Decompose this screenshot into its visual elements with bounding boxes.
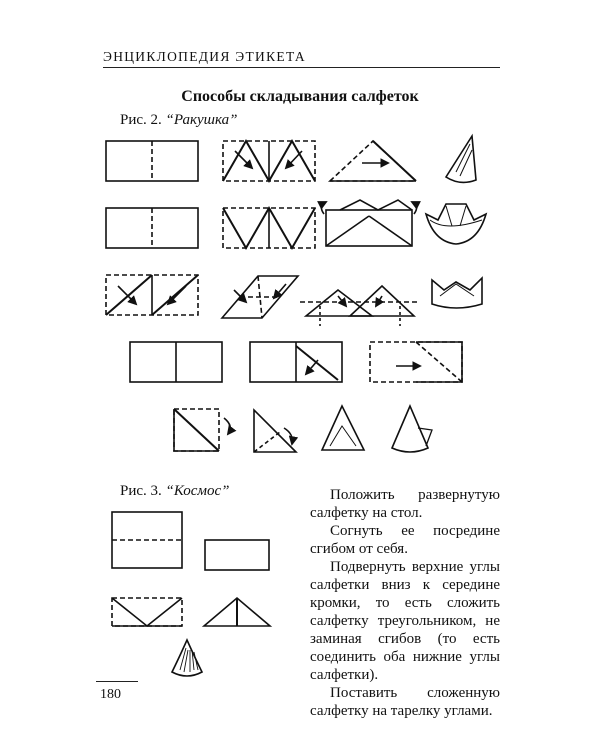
- shell-step-1-3: [330, 141, 416, 181]
- section-title: Способы складывания салфеток: [181, 88, 419, 105]
- shell-step-5-2: [254, 410, 296, 452]
- figure-3-name: “Космос”: [165, 483, 230, 499]
- figure-3-label: Рис. 3.: [120, 483, 162, 499]
- shell-step-1-1: [106, 141, 198, 181]
- footer-rule: [96, 681, 138, 682]
- shell-step-2-1: [106, 208, 198, 248]
- shell-step-3-2: [222, 276, 298, 318]
- folding-instructions: [310, 486, 500, 720]
- shell-step-5-4: [392, 406, 432, 452]
- figure-2-name: “Ракушка”: [165, 112, 238, 128]
- shell-step-1-4: [446, 136, 476, 182]
- cosmos-step-4: [204, 598, 270, 626]
- cosmos-step-1: [112, 512, 182, 568]
- shell-step-3-4: [432, 278, 482, 308]
- shell-step-3-1: [106, 275, 198, 315]
- instruction-step-1: Положить развернутую салфетку на стол.: [310, 487, 500, 521]
- shell-step-1-2: [223, 141, 315, 181]
- shell-step-4-3: [370, 342, 462, 382]
- cosmos-step-3: [112, 598, 182, 626]
- shell-step-5-3: [322, 406, 364, 450]
- cosmos-step-5: [172, 640, 202, 676]
- figure-2-label: Рис. 2.: [120, 112, 162, 128]
- instruction-step-2: Согнуть ее посредине сгибом от себя.: [310, 523, 500, 557]
- shell-step-4-1: [130, 342, 222, 382]
- shell-step-5-1: [174, 409, 230, 451]
- instruction-step-4: Поставить сложенную салфетку на тарелку углами.: [310, 685, 500, 719]
- shell-step-4-2: [250, 342, 342, 382]
- shell-step-2-2: [223, 208, 315, 248]
- cosmos-step-2: [205, 540, 269, 570]
- shell-step-2-3: [321, 200, 416, 246]
- instruction-step-3: Подвернуть верхние углы салфетки вниз к середине кромки, то есть сложить салфетку треугольником, не заминая сгибов (то есть соединить оба нижние углы салфетки).: [310, 559, 500, 683]
- running-header: ЭНЦИКЛОПЕДИЯ ЭТИКЕТА: [103, 49, 306, 64]
- shell-step-3-3: [300, 286, 420, 326]
- shell-step-2-4: [426, 204, 486, 244]
- page-number: 180: [100, 687, 121, 702]
